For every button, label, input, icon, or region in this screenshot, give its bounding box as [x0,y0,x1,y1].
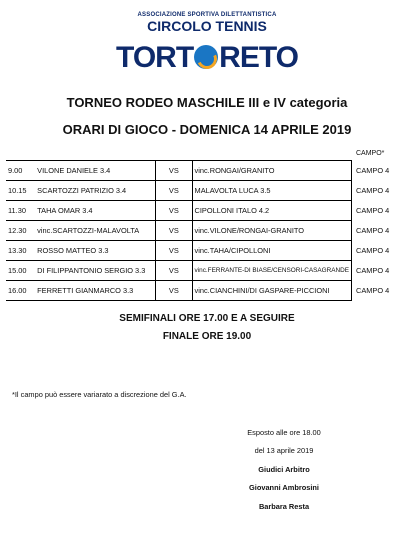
player-one: SCARTOZZI PATRIZIO 3.4 [35,181,156,201]
match-time: 15.00 [8,266,27,275]
campo-label: CAMPO 4 [356,226,390,235]
campo-label: CAMPO 4 [356,166,390,175]
semifinals-notice: SEMIFINALI ORE 17.00 E A SEGUIRE [119,313,295,324]
player-one: TAHA OMAR 3.4 [35,201,156,221]
table-row [6,241,352,261]
match-time: 13.30 [8,246,27,255]
table-row [6,201,352,221]
player-one: ROSSO MATTEO 3.3 [35,241,156,261]
logo-association-text: ASSOCIAZIONE SPORTIVA DILETTANTISTICA [137,12,277,18]
versus-label: VS [168,166,179,175]
versus-label: VS [168,206,179,215]
table-row [6,181,352,201]
match-time: 11.30 [8,206,26,215]
match-time: 16.00 [8,286,27,295]
versus-label: VS [168,286,179,295]
player-one: DI FILIPPANTONIO SERGIO 3.3 [35,261,156,281]
player-two: vinc.VILONE/RONGAI-GRANITO [192,221,351,241]
player-one: VILONE DANIELE 3.4 [35,161,156,181]
campo-label: CAMPO 4 [356,206,390,215]
referee-role: Giudici Arbitro [258,465,310,474]
final-notice: FINALE ORE 19.00 [162,331,252,342]
player-two: vinc.CIANCHINI/DI GASPARE-PICCIONI [192,281,351,301]
campo-label: CAMPO 4 [356,186,390,195]
versus-label: VS [168,186,179,195]
tennis-ball-icon [194,45,218,69]
posted-date: del 13 aprile 2019 [254,446,314,455]
table-row [6,161,352,181]
player-two: vinc.RONGAI/GRANITO [192,161,351,181]
table-row [6,281,352,301]
match-time: 10.15 [8,186,27,195]
schedule-table [6,160,352,301]
match-time: 12.30 [8,226,27,235]
player-two: MALAVOLTA LUCA 3.5 [192,181,351,201]
logo-name-right: RETO [219,41,298,74]
player-one: FERRETTI GIANMARCO 3.3 [35,281,156,301]
logo-name-left: TORT [116,41,194,74]
versus-label: VS [168,266,179,275]
player-one: vinc.SCARTOZZI-MALAVOLTA [35,221,156,241]
campo-label: CAMPO 4 [356,286,390,295]
player-two: CIPOLLONI ITALO 4.2 [192,201,351,221]
referee-name: Giovanni Ambrosini [249,483,319,492]
table-row [6,221,352,241]
versus-label: VS [168,246,179,255]
logo-club-name: CIRCOLO TENNIS [147,18,267,34]
player-two: vinc.TAHA/CIPOLLONI [192,241,351,261]
referee-name: Barbara Resta [258,502,310,511]
club-logo [0,43,414,73]
campo-label: CAMPO 4 [356,266,390,275]
player-two: vinc.FERRANTE-DI BIASE/CENSORI-CASAGRANDE [192,261,351,281]
court-change-note: *Il campo può essere variarato a discrezione del G.A. [12,390,187,399]
match-time: 9.00 [8,166,23,175]
versus-label: VS [168,226,179,235]
schedule-subtitle: ORARI DI GIOCO - DOMENICA 14 APRILE 2019 [62,122,352,137]
campo-header: CAMPO* [356,150,385,157]
table-row [6,261,352,281]
campo-label: CAMPO 4 [356,246,390,255]
tournament-title: TORNEO RODEO MASCHILE III e IV categoria [66,95,348,110]
posted-time: Esposto alle ore 18.00 [247,428,321,437]
